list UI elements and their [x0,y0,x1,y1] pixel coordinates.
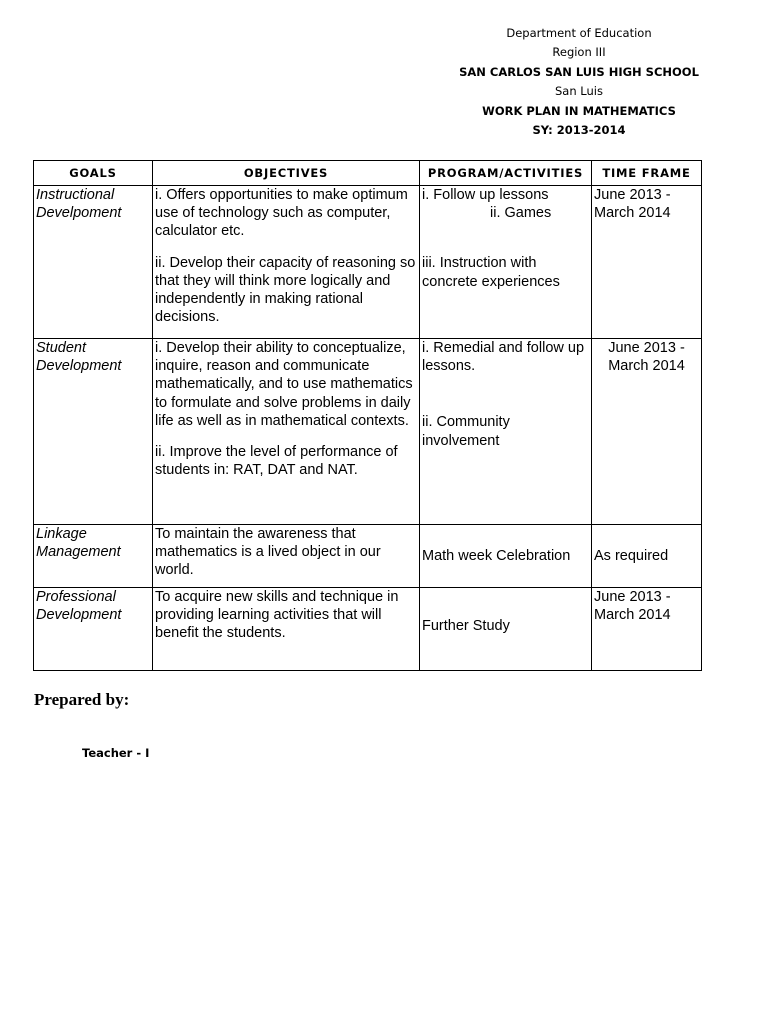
work-plan-table [33,160,702,671]
activity-text: Math week Celebration [422,547,571,564]
header-school: SAN CARLOS SAN LUIS HIGH SCHOOL [459,64,699,79]
time-frame-cell: June 2013 - March 2014 [592,186,702,339]
table-row [34,186,702,339]
goal-text: Develpoment [36,205,122,222]
time-frame-cell: As required [592,525,702,588]
objective-text: ii. Develop their capacity of reasoning so that they will think more logically and independently in making rational decisions. [155,254,416,326]
header-school-year: SY: 2013-2014 [532,123,626,138]
prepared-by-label: Prepared by: [34,690,130,709]
goal-text: Management [36,544,121,561]
activities-cell [420,339,592,525]
goal-text: Linkage [36,526,87,542]
objective-text: ii. Improve the level of performance of students in: RAT, DAT and NAT. [155,444,398,479]
activity-text: iii. Instruction with concrete experiences [422,255,560,290]
goal-cell [34,525,153,588]
header-title: WORK PLAN IN MATHEMATICS [482,103,676,118]
header-town: San Luis [555,84,603,99]
objective-text: i. Offers opportunities to make optimum use of technology such as computer, calculator etc. [155,187,408,240]
activity-text: ii. Community involvement [422,414,510,449]
goal-text: Instructional [36,187,115,203]
activity-text: i. Remedial and follow up lessons. [422,340,585,375]
objectives-cell [153,186,420,339]
goal-text: Professional [36,589,116,605]
column-header-time-frame: TIME FRAME [592,161,702,186]
activity-text: i. Follow up lessons [422,187,549,203]
objectives-cell [153,525,420,588]
activity-text: ii. Games [490,205,552,222]
goal-cell [34,186,153,339]
column-header-activities: PROGRAM/ACTIVITIES [420,161,592,186]
time-frame-cell: June 2013 - March 2014 [592,339,702,525]
objective-text: To maintain the awareness that mathematics is a lived object in our world. [155,526,381,579]
goal-cell [34,339,153,525]
objective-text: i. Develop their ability to conceptualize, inquire, reason and communicate mathematically, and to use mathematics to formulate and solve problems in daily life as well as in mathematical contexts. [155,340,413,429]
table-row [34,525,702,588]
objective-text: To acquire new skills and technique in providing learning activities that will benefit the students. [155,589,399,642]
goal-text: Student [36,340,86,356]
column-header-goals: GOALS [34,161,153,186]
objectives-cell [153,588,420,671]
document-header [400,24,758,140]
teacher-title: Teacher - I [82,746,150,760]
activities-cell [420,588,592,671]
column-header-objectives: OBJECTIVES [153,161,420,186]
header-region: Region III [552,45,606,60]
time-frame-cell: June 2013 - March 2014 [592,588,702,671]
table-header-row [34,161,702,186]
header-department: Department of Education [506,26,652,40]
activities-cell [420,186,592,339]
table-row [34,588,702,671]
activity-text: Further Study [422,618,510,634]
table-row [34,339,702,525]
objectives-cell [153,339,420,525]
goal-text: Development [36,607,122,624]
goal-cell [34,588,153,671]
activities-cell [420,525,592,588]
goal-text: Development [36,358,122,375]
